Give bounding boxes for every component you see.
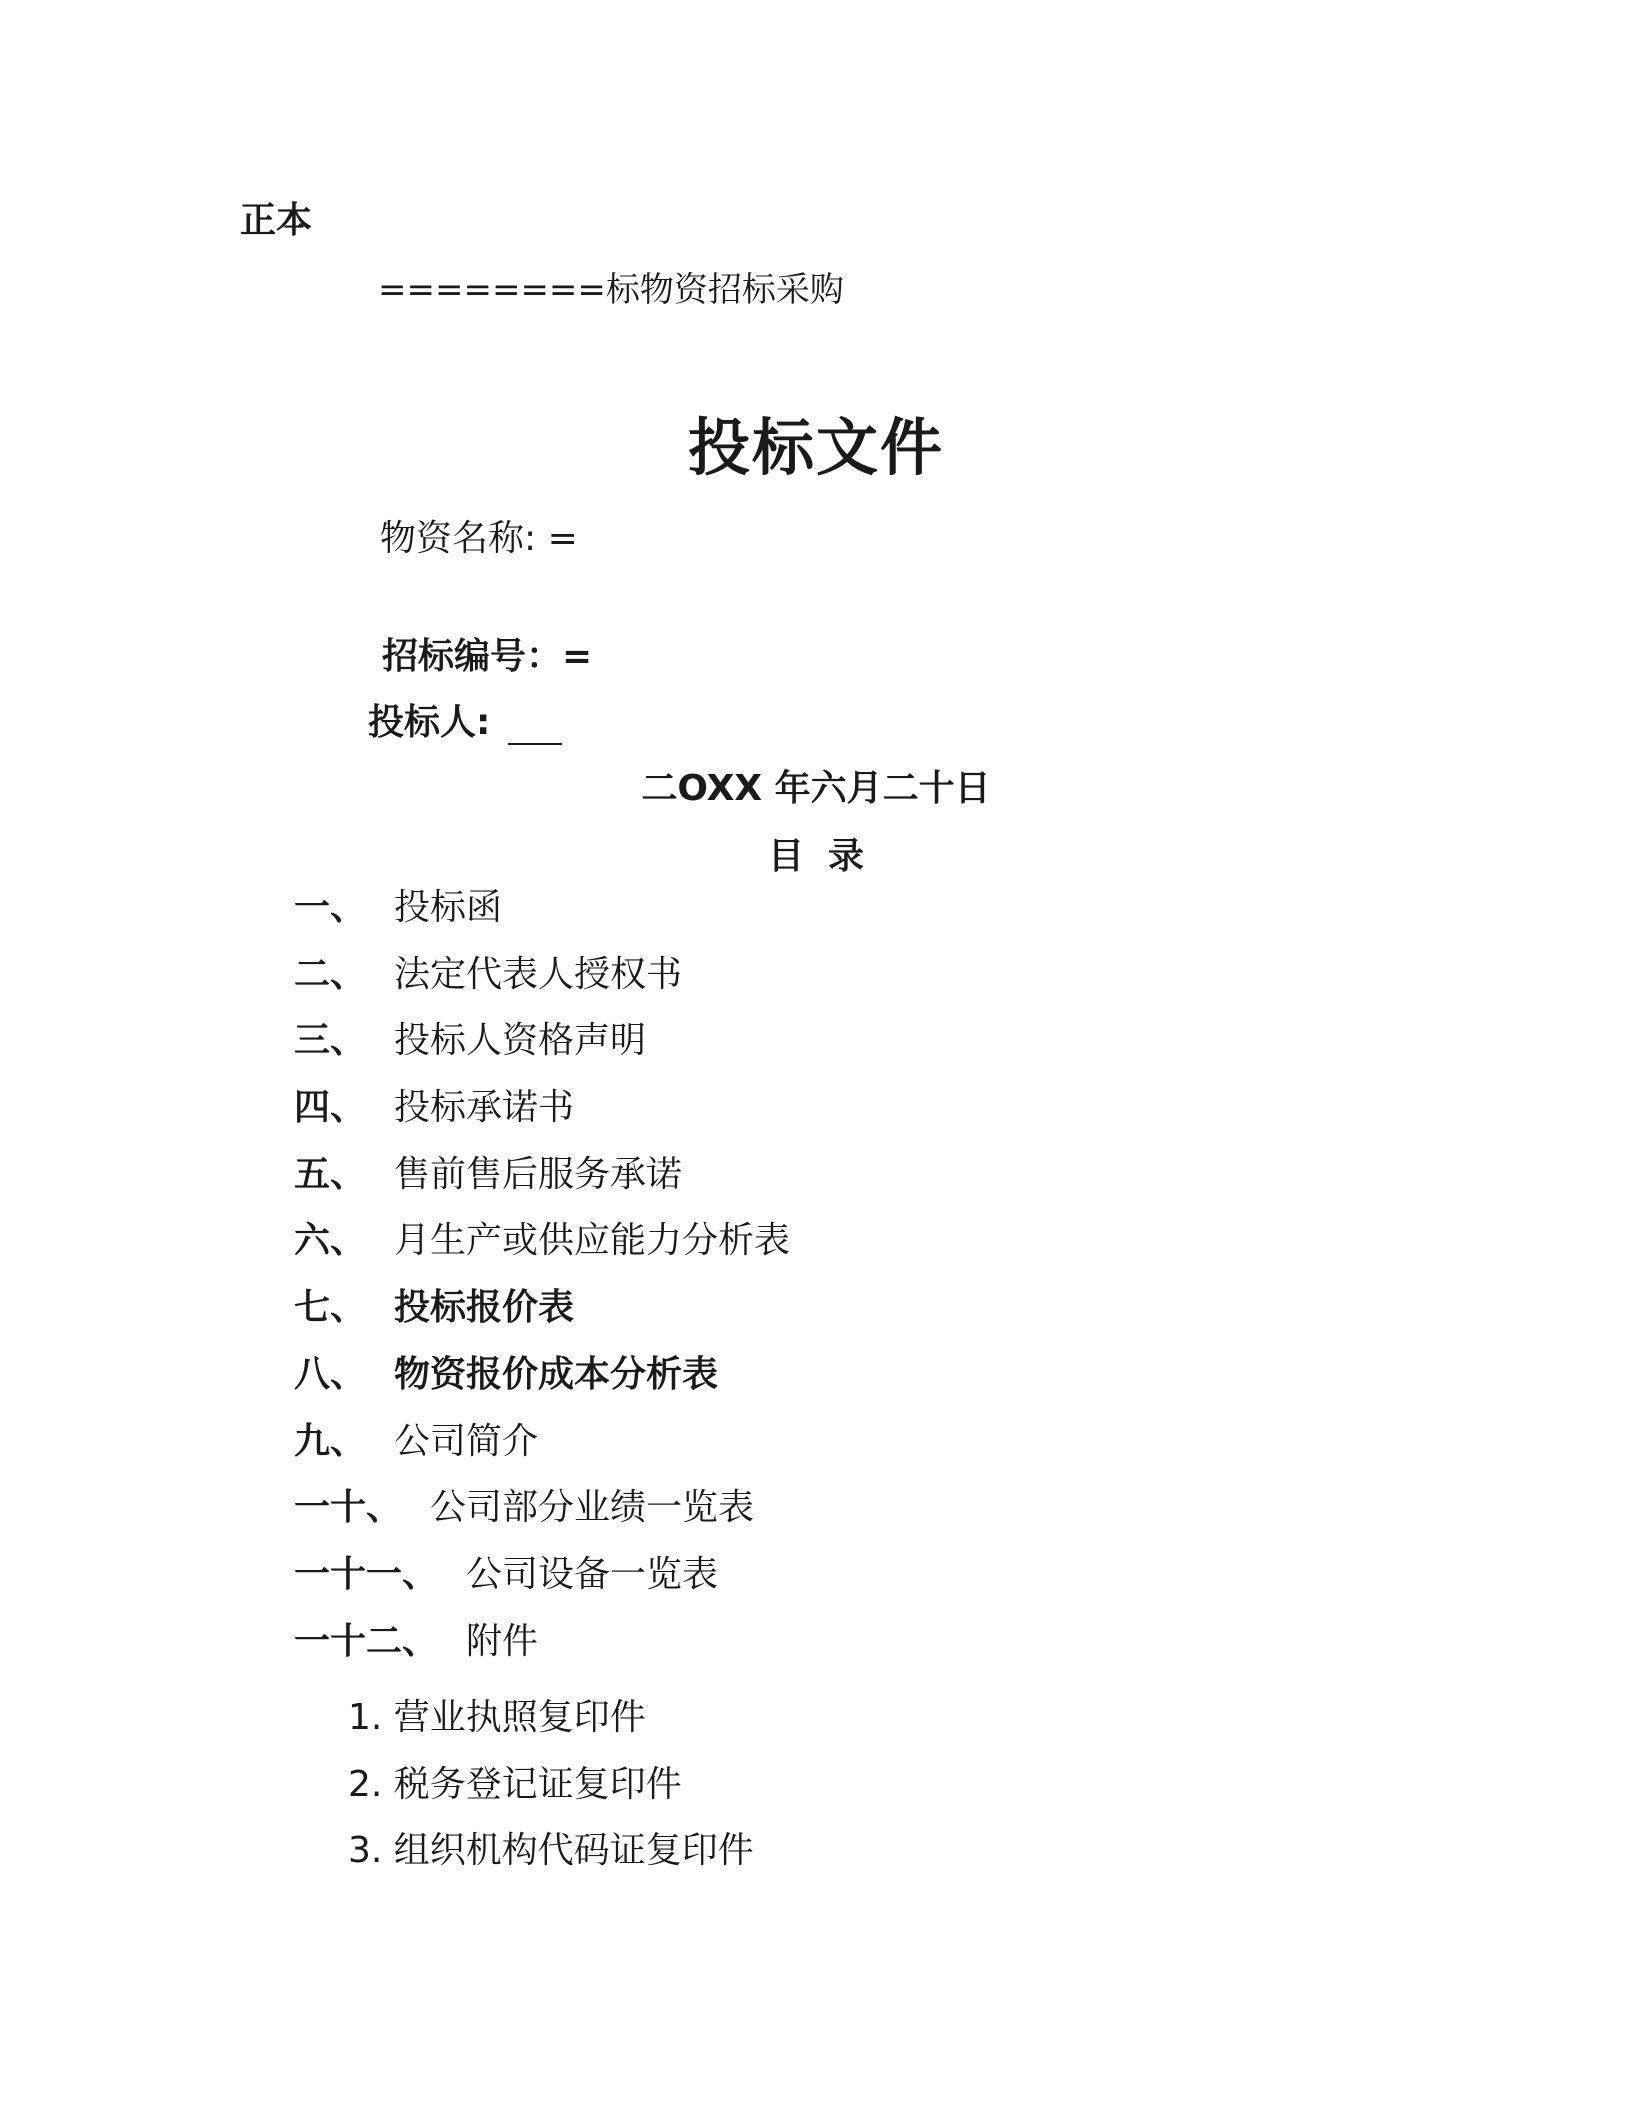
toc-item-number: 一十二、: [294, 1620, 439, 1662]
toc-item-number: 五、: [294, 1153, 367, 1195]
toc-title: 目录: [767, 836, 888, 877]
toc-item: [294, 1622, 790, 1689]
attachment-item: 1. 营业执照复印件: [348, 1697, 646, 1738]
toc-item-label: 法定代表人授权书: [394, 953, 683, 995]
toc-item: [294, 1088, 790, 1155]
toc-item: [294, 1555, 790, 1622]
toc-item-label: 物资报价成本分析表: [394, 1353, 719, 1395]
toc-item: [294, 1422, 790, 1489]
document-title: 投标文件: [687, 411, 944, 484]
toc-item-label: 投标报价表: [394, 1287, 575, 1329]
toc-item-label: 投标函: [394, 887, 503, 928]
toc-item-label: 附件: [466, 1620, 539, 1662]
bidder-blank-line: [508, 705, 562, 745]
bidder-label: 投标人:: [368, 702, 491, 743]
attachment-list: [348, 1698, 754, 1898]
toc-item-label: 公司部分业绩一览表: [430, 1487, 755, 1529]
toc-item-label: 售前售后服务承诺: [394, 1153, 683, 1195]
toc-item: [294, 1355, 790, 1422]
toc-item: [294, 1488, 790, 1555]
attachment-item: 3. 组织机构代码证复印件: [348, 1830, 754, 1871]
toc-item-label: 投标人资格声明: [394, 1020, 647, 1062]
toc-item: [294, 888, 790, 955]
toc-item: [294, 1155, 790, 1222]
toc-item-label: 投标承诺书: [394, 1087, 575, 1129]
document-date: 二OXX 年六月二十日: [641, 768, 991, 809]
toc-item-number: 六、: [294, 1220, 367, 1262]
toc-list: [294, 888, 790, 1688]
toc-item: [294, 955, 790, 1022]
toc-item-label: 公司简介: [394, 1420, 539, 1462]
toc-item: [294, 1021, 790, 1088]
project-title: ========标物资招标采购: [378, 270, 844, 310]
toc-item-number: 一、: [294, 887, 367, 928]
material-name-field: 物资名称: =: [380, 518, 578, 559]
toc-item-number: 七、: [294, 1287, 367, 1329]
toc-item-number: 二、: [294, 953, 367, 995]
bidder-field: [368, 694, 562, 745]
toc-item-number: 八、: [294, 1353, 367, 1395]
toc-item-label: 月生产或供应能力分析表: [394, 1220, 791, 1262]
attachment-item: 2. 税务登记证复印件: [348, 1763, 682, 1805]
toc-item-label: 公司设备一览表: [466, 1553, 719, 1595]
bid-number-field: 招标编号：=: [382, 636, 593, 677]
toc-item-number: 一十、: [294, 1487, 403, 1529]
toc-item-number: 三、: [294, 1020, 367, 1062]
toc-item: [294, 1288, 790, 1355]
copy-label: 正本: [240, 200, 313, 241]
toc-item-number: 九、: [294, 1420, 367, 1462]
toc-item-number: 一十一、: [294, 1553, 439, 1595]
toc-item: [294, 1221, 790, 1288]
toc-item-number: 四、: [294, 1087, 367, 1129]
